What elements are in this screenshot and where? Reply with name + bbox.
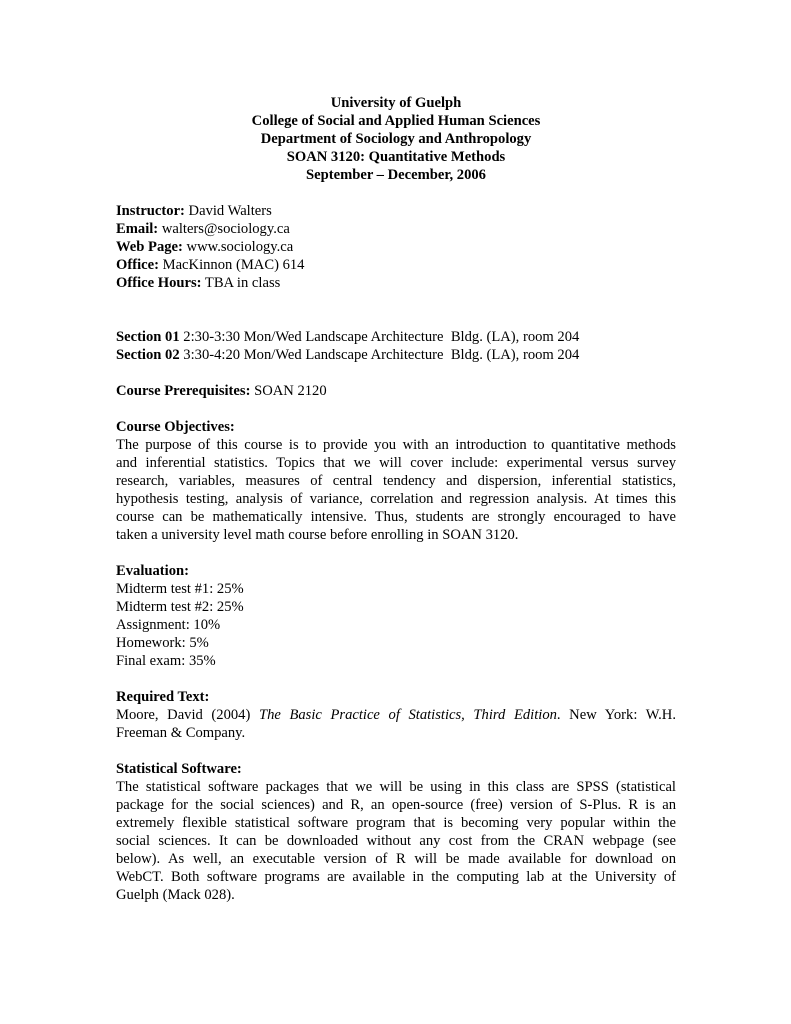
objectives-section — [116, 418, 676, 544]
college-name: College of Social and Applied Human Sciences — [251, 113, 541, 129]
paragraph-line: WebCT. Both software programs are available in the computing lab at the University of — [116, 869, 676, 885]
document-header — [116, 94, 676, 184]
webpage-value: www.sociology.ca — [182, 239, 294, 255]
required-text-section — [116, 688, 676, 742]
paragraph-line: The purpose of this course is to provide you with an introduction to quantitative methods — [116, 437, 676, 453]
evaluation-item: Homework: 5% — [116, 635, 209, 651]
instructor-value: David Walters — [184, 203, 272, 219]
office-hours-line — [116, 274, 676, 292]
paragraph-line: research, variables, measures of central tendency and dispersion, inferential statistics, — [116, 473, 676, 489]
office-label: Office: — [116, 257, 159, 273]
evaluation-item: Final exam: 35% — [116, 653, 216, 669]
citation-author: Moore, David (2004) — [116, 707, 259, 723]
evaluation-item: Midterm test #2: 25% — [116, 599, 244, 615]
paragraph-line: below). As well, an executable version of R will be made available for download on — [116, 851, 676, 867]
paragraph-line: package for the social sciences) and R, an open-source (free) version of S-Plus. R is an — [116, 797, 676, 813]
software-heading: Statistical Software: — [116, 761, 242, 777]
department-name: Department of Sociology and Anthropology — [260, 131, 532, 147]
required-text-heading: Required Text: — [116, 689, 210, 705]
paragraph-line: and inferential statistics. Topics that we will cover include: experimental versus survey — [116, 455, 676, 471]
paragraph-line: The statistical software packages that we will be using in this class are SPSS (statistical — [116, 779, 676, 795]
email-label: Email: — [116, 221, 159, 237]
citation-publisher-cont: Freeman & Company. — [116, 725, 246, 741]
objectives-heading: Course Objectives: — [116, 419, 235, 435]
prerequisites-label: Course Prerequisites: — [116, 383, 251, 399]
university-name: University of Guelph — [330, 95, 462, 111]
paragraph-line: Guelph (Mack 028). — [116, 887, 235, 903]
section-value: 3:30-4:20 Mon/Wed Landscape Architecture Bldg. (LA), room 204 — [179, 347, 580, 363]
office-value: MacKinnon (MAC) 614 — [158, 257, 305, 273]
evaluation-item: Assignment: 10% — [116, 617, 221, 633]
email-value: walters@sociology.ca — [158, 221, 290, 237]
prerequisites-value: SOAN 2120 — [250, 383, 327, 399]
webpage-label: Web Page: — [116, 239, 183, 255]
sections-info — [116, 328, 676, 364]
citation-publisher: . New York: W.H. — [556, 707, 676, 723]
office-hours-label: Office Hours: — [116, 275, 202, 291]
section-line — [116, 328, 676, 346]
paragraph-line: course can be mathematically intensive. Thus, students are strongly encouraged to have — [116, 509, 676, 525]
email-line — [116, 220, 676, 238]
section-value: 2:30-3:30 Mon/Wed Landscape Architecture Bldg. (LA), room 204 — [179, 329, 580, 345]
course-title: SOAN 3120: Quantitative Methods — [286, 149, 506, 165]
paragraph-line: hypothesis testing, analysis of variance, correlation and regression analysis. At times this — [116, 491, 676, 507]
required-text-citation — [116, 706, 676, 724]
section-line — [116, 346, 676, 364]
citation-title: The Basic Practice of Statistics, Third Edition — [258, 707, 557, 723]
software-section — [116, 760, 676, 904]
paragraph-line: taken a university level math course before enrolling in SOAN 3120. — [116, 527, 519, 543]
syllabus-page — [116, 94, 676, 904]
paragraph-line: extremely flexible statistical software program that is becoming very popular within the — [116, 815, 676, 831]
paragraph-line: social sciences. It can be downloaded without any cost from the CRAN webpage (see — [116, 833, 676, 849]
webpage-line — [116, 238, 676, 256]
evaluation-heading: Evaluation: — [116, 563, 189, 579]
course-term: September – December, 2006 — [306, 167, 486, 183]
office-line — [116, 256, 676, 274]
instructor-line — [116, 202, 676, 220]
office-hours-value: TBA in class — [201, 275, 281, 291]
section-label: Section 02 — [116, 347, 180, 363]
section-label: Section 01 — [116, 329, 180, 345]
evaluation-item: Midterm test #1: 25% — [116, 581, 244, 597]
contact-info — [116, 202, 676, 292]
software-paragraph — [116, 778, 676, 904]
prerequisites-line — [116, 382, 676, 400]
evaluation-section — [116, 562, 676, 670]
objectives-paragraph — [116, 436, 676, 544]
instructor-label: Instructor: — [116, 203, 185, 219]
